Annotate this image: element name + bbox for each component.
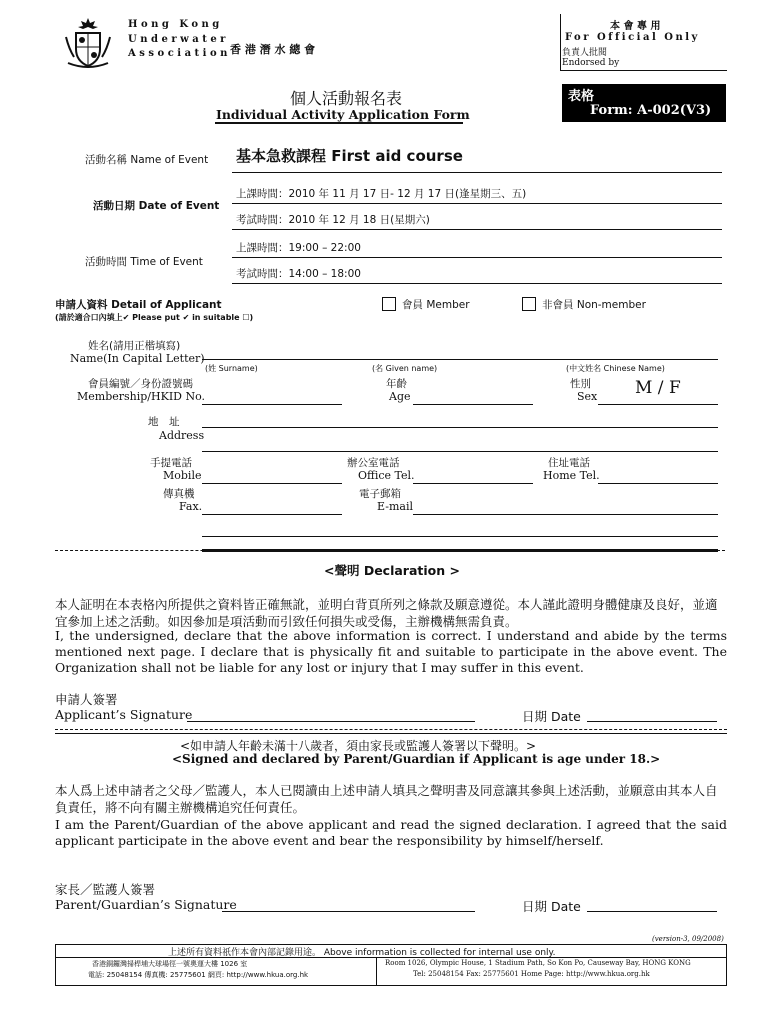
home-tel-label-en: Home Tel. <box>543 469 600 482</box>
guardian-text-en: I am the Parent/Guardian of the above applicant and read the signed declaration. I agreed that the said applicant participate in the above event and bear the responsibility by himself/herself. <box>55 817 727 848</box>
event-date-label: 活動日期 Date of Event <box>93 200 220 212</box>
extra-input-line[interactable] <box>202 536 718 537</box>
mobile-input-line[interactable] <box>202 483 342 484</box>
age-label-zh: 年齡 <box>386 378 407 390</box>
address-input-line-2[interactable] <box>202 451 718 452</box>
event-name-value: 基本急救課程 First aid course <box>236 147 463 165</box>
event-time-label: 活動時間 Time of Event <box>85 256 203 268</box>
event-time-rule1 <box>232 257 722 258</box>
mobile-label-en: Mobile <box>163 469 202 482</box>
sex-value[interactable]: M / F <box>635 378 681 398</box>
official-title-en: For Official Only <box>565 32 700 43</box>
event-date-line1: 上課時間：2010 年 11 月 17 日- 12 月 17 日(逢星期三、五) <box>236 188 527 200</box>
guardian-text-zh: 本人爲上述申請者之父母／監護人，本人已閱讀由上述申請人填具之聲明書及同意讓其參與上述活動，並願意由其本人自負責任，將不向有關主辦機構追究任何責任。 <box>55 783 718 815</box>
event-date-line2: 考試時間：2010 年 12 月 18 日(星期六) <box>236 214 430 226</box>
event-time-rule2 <box>232 283 722 284</box>
event-time-line2: 考試時間：14:00 – 18:00 <box>236 268 361 280</box>
nonmember-label: 非會員 Non-member <box>542 299 646 311</box>
applicant-date-label: 日期 Date <box>522 709 581 724</box>
mobile-label-zh: 手提電話 <box>150 457 192 469</box>
event-name-label: 活動名稱 Name of Event <box>85 154 209 166</box>
guardian-title-en: <Signed and declared by Parent/Guardian if Applicant is age under 18.> <box>172 752 661 766</box>
address-label-zh: 地 址 <box>148 416 180 428</box>
footer-contact-en: Tel: 25048154 Fax: 25775601 Home Page: http://www.hkua.org.hk <box>413 970 650 978</box>
guardian-title-zh: <如申請人年齡未滿十八歲者，須由家長或監護人簽署以下聲明。> <box>180 739 537 753</box>
form-title-en: Individual Activity Application Form <box>216 107 470 122</box>
guardian-divider-2 <box>55 733 727 734</box>
declaration-text-en: I, the undersigned, declare that the above information is correct. I understand and abide by the terms mentioned next page. I declare that is physically fit and suitable to participate in the above event. The Organization shall not be liable for any lost or injury that I may suffer in this event. <box>55 628 727 675</box>
org-name-en-1: Hong Kong <box>128 19 223 30</box>
email-input-line[interactable] <box>413 514 718 515</box>
fax-label-zh: 傳真機 <box>163 488 195 500</box>
footer-address-en: Room 1026, Olympic House, 1 Stadium Path, So Kon Po, Causeway Bay, HONG KONG <box>385 959 691 967</box>
home-tel-input-line[interactable] <box>598 483 718 484</box>
fax-label-en: Fax. <box>179 500 203 513</box>
office-tel-input-line[interactable] <box>413 483 533 484</box>
event-date-rule2 <box>232 229 722 230</box>
membership-label-en: Membership/HKID No. <box>77 390 206 403</box>
applicant-date-line[interactable] <box>587 721 717 722</box>
footer-note: 上述所有資料祇作本會內部記錄用途。 Above information is collected for internal use only. <box>168 948 556 958</box>
declaration-title: <聲明 Declaration > <box>324 563 460 578</box>
footer-vrule <box>376 958 377 985</box>
office-tel-label-zh: 辦公室電話 <box>347 457 400 469</box>
sex-input-line[interactable] <box>598 404 718 405</box>
email-label-en: E-mail <box>377 500 413 513</box>
name-label-zh: 姓名(請用正楷填寫) <box>88 340 181 352</box>
org-name-zh: 香 港 潛 水 總 會 <box>230 43 316 56</box>
form-label-zh: 表格 <box>568 89 595 104</box>
guardian-date-label: 日期 Date <box>522 899 581 914</box>
event-date-rule1 <box>232 203 722 204</box>
surname-hint: (姓 Surname) <box>205 364 258 373</box>
sex-label-en: Sex <box>577 390 598 403</box>
office-tel-label-en: Office Tel. <box>358 469 415 482</box>
address-label-en: Address <box>159 429 205 442</box>
official-person-zh: 負責人批閱 <box>562 48 608 58</box>
endorsed-by-label: Endorsed by <box>562 58 620 68</box>
org-name-en-3: Association <box>128 48 231 59</box>
guardian-date-line[interactable] <box>587 911 717 912</box>
guardian-signature-line[interactable] <box>222 911 475 912</box>
email-label-zh: 電子郵箱 <box>359 488 401 500</box>
chinese-name-hint: (中文姓名 Chinese Name) <box>566 364 665 373</box>
event-time-line1: 上課時間：19:00 – 22:00 <box>236 242 361 254</box>
applicant-section-title: 申請人資料 Detail of Applicant <box>55 299 222 311</box>
org-name-en-2: Underwater <box>128 34 229 45</box>
age-label-en: Age <box>389 390 411 403</box>
official-title-zh: 本 會 專 用 <box>610 21 661 32</box>
applicant-section-divider-bold <box>202 549 718 552</box>
guardian-signature-label-zh: 家長／監護人簽署 <box>55 882 156 897</box>
form-title-underline <box>215 122 463 124</box>
footer-contact-zh: 電話: 25048154 傳真機: 25775601 網頁: http://www.hkua.org.hk <box>88 971 309 979</box>
event-name-line <box>232 172 722 173</box>
age-input-line[interactable] <box>413 404 533 405</box>
association-logo <box>60 15 116 71</box>
member-checkbox[interactable] <box>382 297 396 311</box>
declaration-text-zh: 本人証明在本表格內所提供之資料皆正確無訛，並明白背頁所列之條款及願意遵從。本人謹此證明身體健康及良好，並適宜參加上述之活動。如因參加是項活動而引致任何損失或受傷，主辦機構無需負責。 <box>55 597 718 629</box>
member-label: 會員 Member <box>402 299 470 311</box>
name-label-en: Name(In Capital Letter) <box>70 352 205 365</box>
footer-address-zh: 香港銅鑼灣掃桿埔大球場徑一號奧運大樓 1026 室 <box>92 960 248 968</box>
guardian-signature-label-en: Parent/Guardian’s Signature <box>55 897 237 912</box>
sex-label-zh: 性別 <box>570 378 591 390</box>
address-input-line-1[interactable] <box>202 427 718 428</box>
nonmember-checkbox[interactable] <box>522 297 536 311</box>
guardian-divider-1 <box>55 729 727 730</box>
form-title-zh: 個人活動報名表 <box>290 89 403 108</box>
membership-label-zh: 會員編號／身份證號碼 <box>88 378 193 390</box>
membership-input-line[interactable] <box>202 404 342 405</box>
name-input-line[interactable] <box>202 359 718 360</box>
form-version: (version-3, 09/2008) <box>652 935 724 943</box>
applicant-signature-label-en: Applicant’s Signature <box>55 707 193 722</box>
applicant-signature-line[interactable] <box>187 721 475 722</box>
given-name-hint: (名 Given name) <box>372 364 438 373</box>
fax-input-line[interactable] <box>202 514 342 515</box>
home-tel-label-zh: 住址電話 <box>548 457 590 469</box>
applicant-signature-label-zh: 申請人簽署 <box>55 692 118 707</box>
applicant-section-note: (請於適合口內填上✔ Please put ✔ in suitable ☐) <box>55 313 254 322</box>
form-code: Form: A-002(V3) <box>590 103 712 118</box>
